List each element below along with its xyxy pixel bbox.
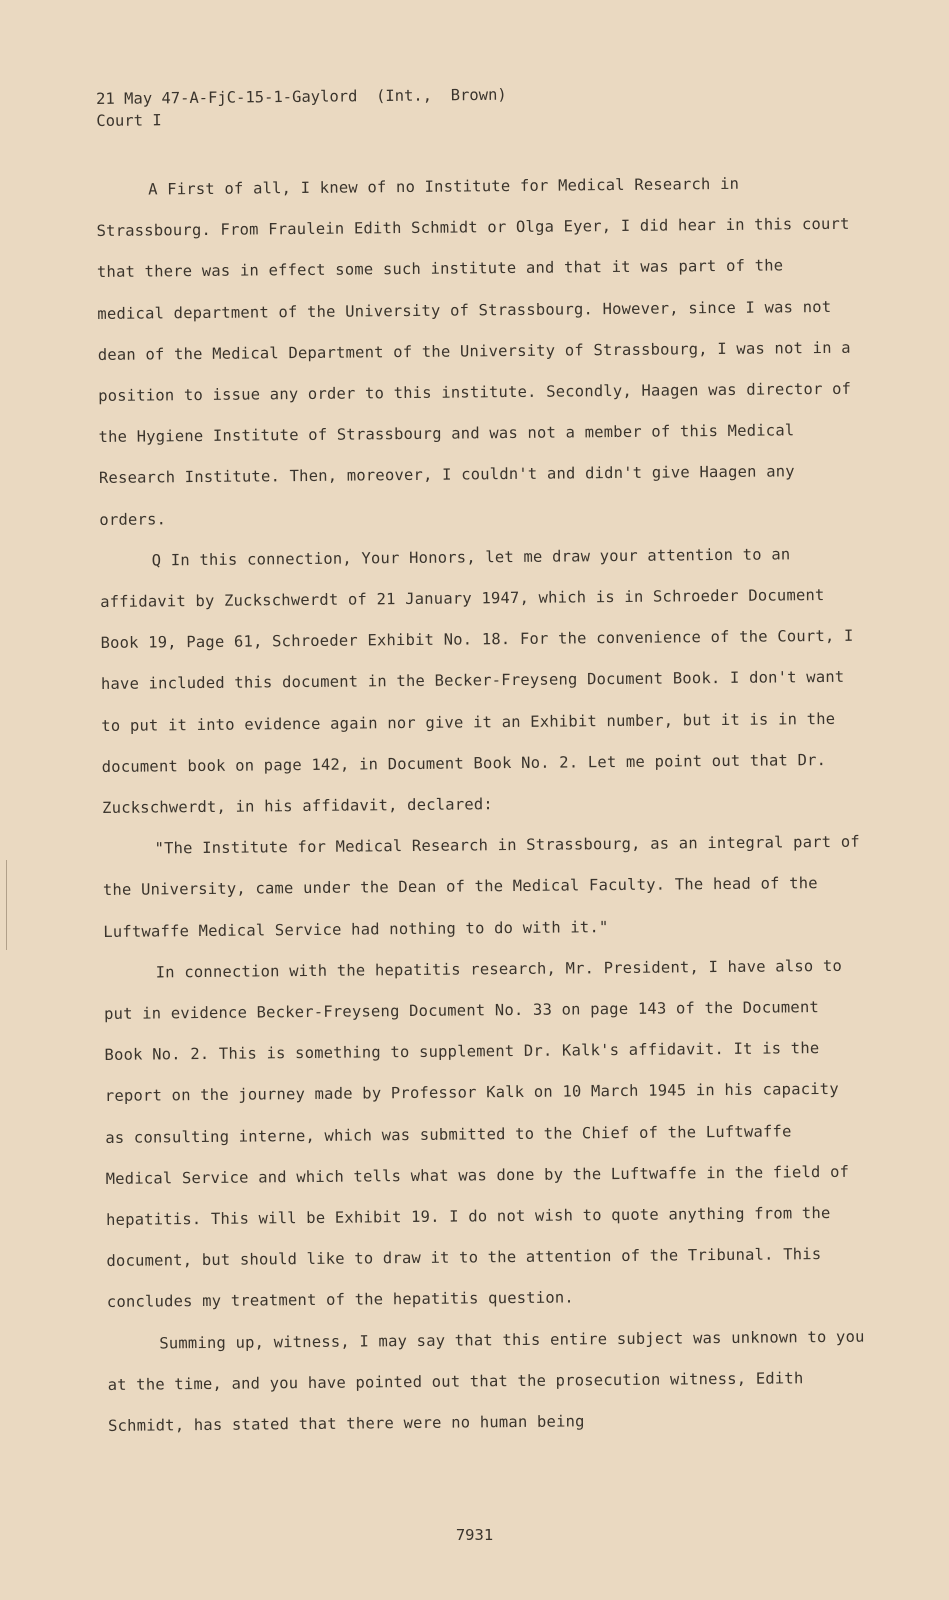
paragraph-question: Q In this connection, Your Honors, let me draw your attention to an affidavit by Zuckschwerdt of 21 January 1947, which is in Schroeder Document Book 19, Page 61, Schroeder Exhibit No. 18. For the convenience of the Court, I have included this document in the Becker-Freyseng Document Book. I don't want to put it into evidence again nor give it an Exhibit number, but it is in the document book on page 142, in Document Book No. 2. Let me point out that Dr. Zuckschwerdt, in his affidavit, declared:	[100, 545, 854, 818]
margin-mark	[6, 860, 7, 950]
document-header	[96, 80, 853, 132]
paragraph-summing-up: Summing up, witness, I may say that this entire subject was unknown to you at the time, and you have pointed out that the prosecution witness, Edith Schmidt, has stated that there were no human being	[107, 1327, 865, 1436]
page-number: 7931	[455, 1526, 494, 1544]
paragraph-quote: "The Institute for Medical Research in Strassbourg, as an integral part of the University, came under the Dean of the Medical Faculty. The head of the Luftwaffe Medical Service had nothing to do with it."	[102, 832, 860, 941]
header-line-1: 21 May 47-A-FjC-15-1-Gaylord (Int., Brown)	[96, 85, 507, 108]
paragraph-hepatitis: In connection with the hepatitis research, Mr. President, I have also to put in evidence Becker-Freyseng Document No. 33 on page 143 of the Document Book No. 2. This is something to supplement Dr. Kalk's affidavit. It is the report on the journey made by Professor Kalk on 10 March 1945 in his capacity as consulting interne, which was submitted to the Chief of the Luftwaffe Medical Service and which tells what was done by the Luftwaffe in the field of hepatitis. This will be Exhibit 19. I do not wish to quote anything from the document, but should like to draw it to the attention of the Tribunal. This concludes my treatment of the hepatitis question.	[104, 956, 850, 1312]
paragraph-answer: A First of all, I knew of no Institute for Medical Research in Strassbourg. From Fraulein Edith Schmidt or Olga Eyer, I did hear in this court that there was in effect some such institute and that it was part of the medical department of the University of Strassbourg. However, since I was not dean of the Medical Department of the University of Strassbourg, I was not in a position to issue any order to this institute. Secondly, Haagen was director of the Hygiene Institute of Strassbourg and was not a member of this Medical Research Institute. Then, moreover, I couldn't and didn't give Haagen any orders.	[96, 174, 852, 529]
header-line-2: Court I	[96, 111, 162, 130]
transcript-body	[96, 163, 868, 1448]
